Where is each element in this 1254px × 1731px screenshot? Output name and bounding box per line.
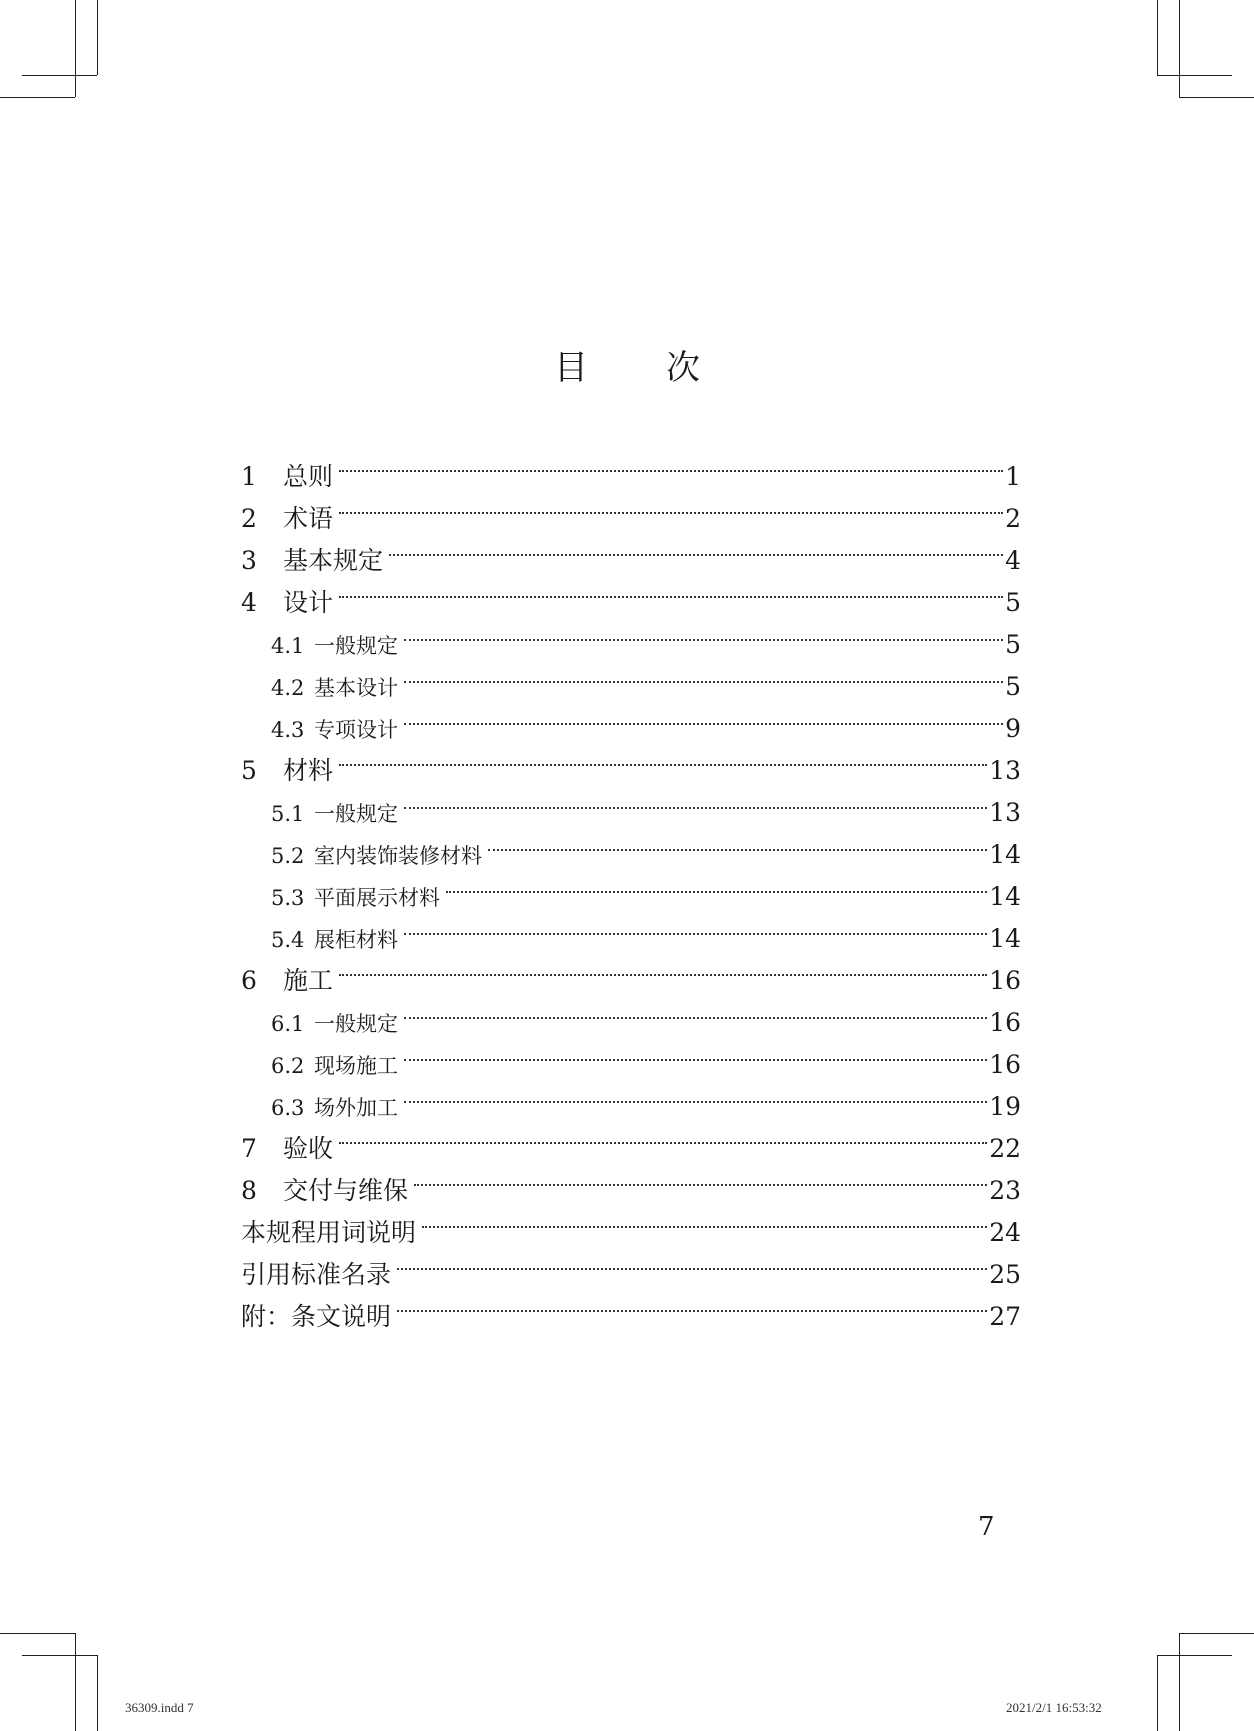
toc-entry[interactable] [241,485,1021,533]
toc-entry-number: 4 [241,588,257,617]
toc-entry-number: 5.2 [271,844,305,868]
toc-dot-leader [404,653,1003,695]
toc-entry-label: 基本规定 [283,546,384,575]
toc-dot-leader [339,443,1003,485]
toc-entry-number: 5 [241,756,257,785]
toc-entry-label: 基本设计 [314,676,398,700]
toc-dot-leader [397,1241,987,1283]
page-title-char: 目 [554,348,588,388]
toc-dot-leader [446,863,987,905]
toc-entry-number: 8 [241,1176,257,1205]
toc-entry-number: 6.1 [271,1012,305,1036]
toc-entry-page: 9 [1005,714,1021,743]
toc-entry-number: 3 [241,546,257,575]
toc-entry-page: 16 [989,1050,1021,1079]
toc-entry-label: 设计 [283,588,334,617]
toc-entry-number: 5.3 [271,886,305,910]
toc-dot-leader [339,569,1003,611]
slug-timestamp: 2021/2/1 16:53:32 [1006,1700,1102,1715]
crop-mark [1179,1633,1180,1731]
toc-entry-page: 13 [989,798,1021,827]
toc-entry-label: 附：条文说明 [241,1302,392,1331]
toc-entry-number: 5.4 [271,928,305,952]
crop-mark [97,1655,98,1731]
toc-entry-page: 14 [989,882,1021,911]
toc-entry-label: 引用标准名录 [241,1260,392,1289]
toc-entry-number: 7 [241,1134,257,1163]
crop-mark [1157,1655,1158,1731]
toc-entry[interactable] [241,1157,1021,1205]
toc-dot-leader [389,527,1003,569]
slug-file: 36309.indd 7 [125,1700,194,1715]
crop-mark [0,1633,75,1634]
toc-entry[interactable] [241,527,1021,575]
toc-entry-page: 23 [989,1176,1021,1205]
toc-dot-leader [397,1283,987,1325]
toc-entry-label: 总则 [283,462,334,491]
toc-dot-leader [404,779,987,821]
toc-entry-label: 场外加工 [314,1096,398,1120]
toc-entry[interactable] [241,989,1021,1037]
toc-entry-page: 14 [989,840,1021,869]
toc-entry-page: 19 [989,1092,1021,1121]
toc-dot-leader [339,485,1003,527]
toc-entry-label: 本规程用词说明 [241,1218,417,1247]
toc-dot-leader [404,695,1003,737]
toc-entry[interactable] [241,569,1021,617]
toc-dot-leader [404,905,987,947]
toc-entry-number: 2 [241,504,257,533]
toc-entry-number: 6.2 [271,1054,305,1078]
crop-mark [1179,97,1254,98]
toc-entry-label: 室内装饰装修材料 [314,844,482,868]
crop-mark [1157,75,1232,76]
toc-entry-page: 13 [989,756,1021,785]
toc-entry-label: 一般规定 [314,1012,398,1036]
toc-dot-leader [488,821,987,863]
table-of-contents [241,443,1021,1331]
toc-dot-leader [404,611,1003,653]
toc-entry-label: 平面展示材料 [314,886,440,910]
toc-entry-number: 1 [241,462,257,491]
toc-entry-number: 4.2 [271,676,305,700]
toc-entry-page: 2 [1005,504,1021,533]
toc-entry-label: 施工 [283,966,334,995]
toc-entry-number: 6 [241,966,257,995]
toc-entry-page: 24 [989,1218,1021,1247]
crop-mark [22,1655,97,1656]
toc-entry-number: 4.1 [271,634,305,658]
page-title [0,340,1254,389]
toc-dot-leader [404,989,987,1031]
toc-entry-label: 一般规定 [314,634,398,658]
toc-entry-page: 5 [1005,672,1021,701]
toc-dot-leader [339,737,987,779]
page-title-char: 次 [666,348,700,388]
toc-entry[interactable] [241,443,1021,491]
toc-entry-label: 展柜材料 [314,928,398,952]
toc-entry[interactable] [241,947,1021,995]
toc-entry-page: 1 [1005,462,1021,491]
toc-entry-page: 5 [1005,630,1021,659]
toc-entry-page: 14 [989,924,1021,953]
toc-dot-leader [422,1199,987,1241]
toc-entry-label: 术语 [283,504,334,533]
toc-entry-page: 16 [989,966,1021,995]
toc-dot-leader [339,947,987,989]
toc-entry-label: 验收 [283,1134,334,1163]
crop-mark [75,1633,76,1731]
toc-entry-page: 16 [989,1008,1021,1037]
toc-entry-number: 5.1 [271,802,305,826]
toc-entry[interactable] [241,1115,1021,1163]
toc-entry-label: 材料 [283,756,334,785]
toc-dot-leader [339,1115,987,1157]
toc-entry-page: 27 [989,1302,1021,1331]
crop-mark [1157,1655,1232,1656]
page-number: 7 [978,1512,995,1542]
toc-entry-number: 4.3 [271,718,305,742]
toc-entry-label: 专项设计 [314,718,398,742]
crop-mark [1157,0,1158,75]
toc-entry-label: 交付与维保 [283,1176,409,1205]
toc-entry-number: 6.3 [271,1096,305,1120]
crop-mark [22,75,97,76]
toc-entry-page: 22 [989,1134,1021,1163]
toc-dot-leader [414,1157,987,1199]
toc-entry[interactable] [241,611,1021,659]
toc-entry-label: 一般规定 [314,802,398,826]
toc-entry-page: 25 [989,1260,1021,1289]
toc-entry-label: 现场施工 [314,1054,398,1078]
toc-entry[interactable] [241,737,1021,785]
crop-mark [1179,0,1180,97]
toc-dot-leader [404,1073,987,1115]
toc-entry-page: 4 [1005,546,1021,575]
toc-entry-page: 5 [1005,588,1021,617]
toc-entry[interactable] [241,779,1021,827]
crop-mark [75,0,76,97]
crop-mark [97,0,98,75]
toc-dot-leader [404,1031,987,1073]
crop-mark [1179,1633,1254,1634]
crop-mark [0,97,75,98]
